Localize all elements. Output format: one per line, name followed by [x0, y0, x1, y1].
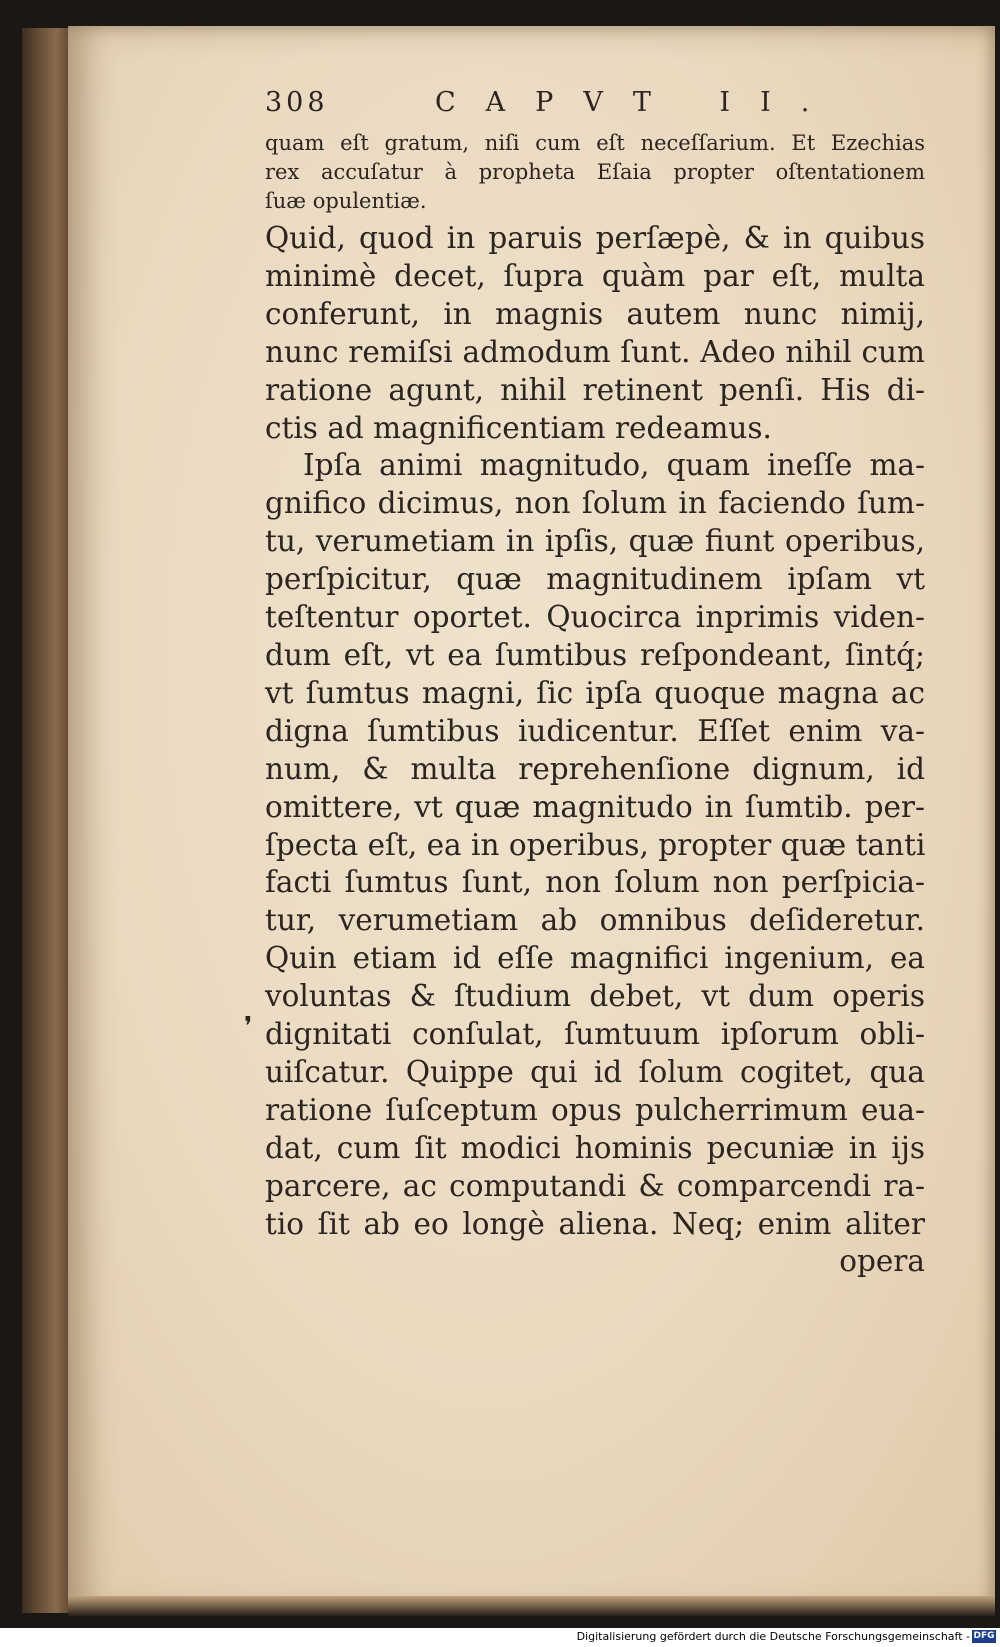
text-line: dum eſt, vt ea ſumtibus reſpondeant, ſintq́; — [265, 637, 925, 672]
text-line: voluntas & ſtudium debet, vt dum operis — [265, 979, 925, 1014]
text-line: gnifico dicimus, non ſolum in faciendo ſum- — [265, 486, 925, 521]
dfg-logo: DFG — [973, 1631, 995, 1641]
text-line: vt ſumtus magni, ſic ipſa quoque magna ac — [265, 675, 925, 710]
text-line: perſpicitur, quæ magnitudinem ipſam vt — [265, 562, 925, 597]
text-line: dignitati conſulat, ſumtuum ipſorum obli- — [265, 1017, 925, 1052]
text-line: num, & multa reprehenſione dignum, id — [265, 751, 925, 786]
text-line: nunc remiſsi admodum ſunt. Adeo nihil cum — [265, 334, 925, 369]
text-line: Ipſa animi magnitudo, quam ineſſe ma- — [303, 448, 925, 483]
paragraph-1 — [265, 220, 925, 447]
text-line: minimè decet, ſupra quàm par eſt, multa — [265, 258, 925, 293]
footer-bar — [0, 1628, 1000, 1647]
small-text-line: quam eſt gratum, niſi cum eſt neceſſarium. Et Ezechias — [265, 131, 925, 155]
text-line: tur, verumetiam ab omnibus deſideretur. — [265, 903, 925, 938]
text-line: tio ſit ab eo longè aliena. Neq; enim aliter — [265, 1206, 925, 1241]
small-type-passage — [265, 129, 925, 216]
text-line: ctis ad magnificentiam redeamus. — [265, 410, 772, 445]
text-line: facti ſumtus ſunt, non ſolum non perſpicia- — [265, 865, 925, 900]
funding-credit: Digitalisierung gefördert durch die Deutsche Forschungsgemeinschaft - — [576, 1630, 970, 1643]
page-number: 308 — [265, 87, 329, 118]
text-line: dat, cum ſit modici hominis pecuniæ in ijs — [265, 1130, 925, 1165]
text-line: digna ſumtibus iudicentur. Eſſet enim va- — [265, 713, 925, 748]
text-line: tu, verumetiam in ipſis, quæ fiunt operibus, — [265, 524, 925, 559]
text-line: uiſcatur. Quippe qui id ſolum cogitet, qua — [265, 1054, 925, 1089]
text-line: teſtentur oportet. Quocirca inprimis viden- — [265, 600, 925, 635]
text-line: ratione agunt, nihil retinent penſi. His di- — [265, 372, 925, 407]
text-line: Quid, quod in paruis perſæpè, & in quibus — [265, 221, 925, 255]
chapter-heading: CAPVT II. — [435, 87, 840, 118]
small-text-line: ſuæ opulentiæ. — [265, 189, 427, 213]
paragraph-2 — [265, 447, 925, 1281]
margin-mark: ❜ — [244, 1012, 253, 1042]
page-bottom-edge — [68, 1596, 995, 1616]
text-line: ratione ſuſceptum opus pulcherrimum eua- — [265, 1092, 925, 1127]
catchword: opera — [839, 1244, 925, 1279]
text-line: Quin etiam id eſſe magnifici ingenium, ea — [265, 941, 925, 976]
text-line: conferunt, in magnis autem nunc nimij, — [265, 296, 925, 331]
small-text-line: rex accuſatur à propheta Eſaia propter oſtentationem — [265, 160, 925, 184]
page-text-block — [265, 85, 925, 1281]
running-header — [265, 85, 925, 129]
text-line: omittere, vt quæ magnitudo in ſumtib. per- — [265, 789, 925, 824]
text-line: parcere, ac computandi & comparcendi ra- — [265, 1168, 925, 1203]
text-line: ſpecta eſt, ea in operibus, propter quæ tanti — [265, 827, 926, 862]
